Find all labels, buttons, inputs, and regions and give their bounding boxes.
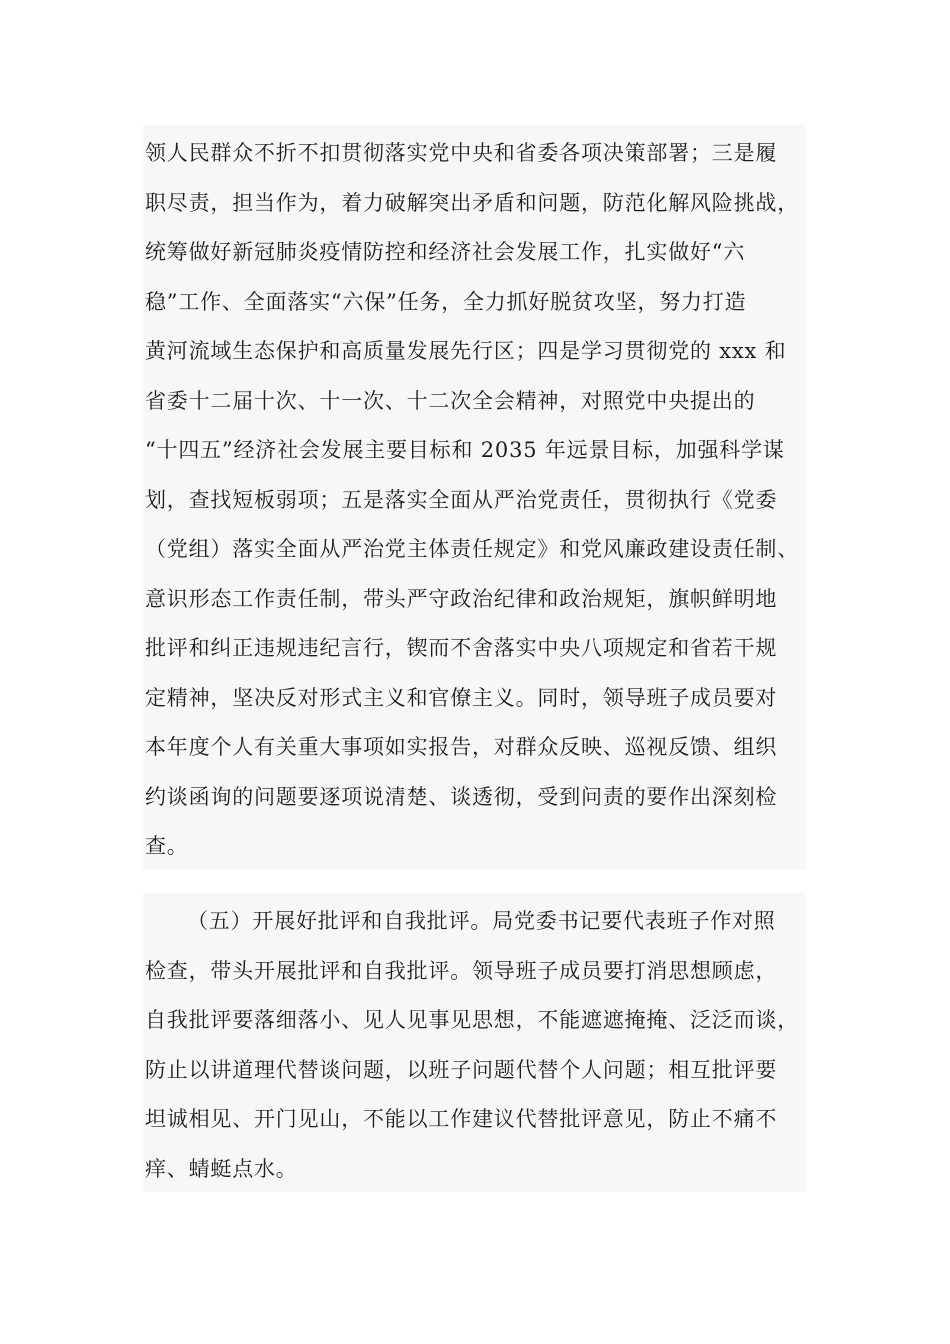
paragraph-2-line: 坦诚相见、开门见山，不能以工作建议代替批评意见，防止不痛不	[145, 1107, 778, 1131]
paragraph-1-line: 职尽责，担当作为，着力破解突出矛盾和问题，防范化解风险挑战，	[145, 191, 799, 215]
paragraph-1-line: （党组）落实全面从严治党主体责任规定》和党风廉政建设责任制、	[145, 537, 799, 561]
paragraph-1-line: 查。	[145, 834, 189, 858]
paragraph-2-line: 防止以讲道理代替谈问题，以班子问题代替个人问题；相互批评要	[145, 1058, 778, 1082]
paragraph-1-line: 约谈函询的问题要逐项说清楚、谈透彻，受到问责的要作出深刻检	[145, 785, 778, 809]
paragraph-2-line: 自我批评要落细落小、见人见事见思想，不能遮遮掩掩、泛泛而谈，	[145, 1008, 799, 1032]
paragraph-2	[143, 893, 806, 1192]
paragraph-2-line: （五）开展好批评和自我批评。局党委书记要代表班子作对照	[187, 909, 776, 933]
paragraph-1	[143, 125, 806, 869]
paragraph-1-line: 黄河流域生态保护和高质量发展先行区；四是学习贯彻党的 xxx 和	[145, 339, 787, 363]
paragraph-1-line: 定精神，坚决反对形式主义和官僚主义。同时，领导班子成员要对	[145, 686, 778, 710]
paragraph-1-line: 批评和纠正违规违纪言行，锲而不舍落实中央八项规定和省若干规	[145, 636, 778, 660]
paragraph-2-line: 痒、蜻蜓点水。	[145, 1157, 298, 1181]
paragraph-1-line: 领人民群众不折不扣贯彻落实党中央和省委各项决策部署；三是履	[145, 141, 778, 165]
paragraph-1-line: 稳”工作、全面落实“六保”任务，全力抓好脱贫攻坚，努力打造	[145, 290, 747, 314]
paragraph-1-line: 划，查找短板弱项；五是落实全面从严治党责任，贯彻执行《党委	[145, 488, 778, 512]
paragraph-1-line: 省委十二届十次、十一次、十二次全会精神，对照党中央提出的	[145, 389, 756, 413]
paragraph-1-line: “十四五”经济社会发展主要目标和 2035 年远景目标，加强科学谋	[145, 438, 785, 462]
paragraph-1-line: 意识形态工作责任制，带头严守政治纪律和政治规矩，旗帜鲜明地	[145, 587, 778, 611]
paragraph-1-line: 本年度个人有关重大事项如实报告，对群众反映、巡视反馈、组织	[145, 735, 778, 759]
paragraph-2-line: 检查，带头开展批评和自我批评。领导班子成员要打消思想顾虑，	[145, 959, 778, 983]
paragraph-1-line: 统筹做好新冠肺炎疫情防控和经济社会发展工作，扎实做好“六	[145, 240, 746, 264]
